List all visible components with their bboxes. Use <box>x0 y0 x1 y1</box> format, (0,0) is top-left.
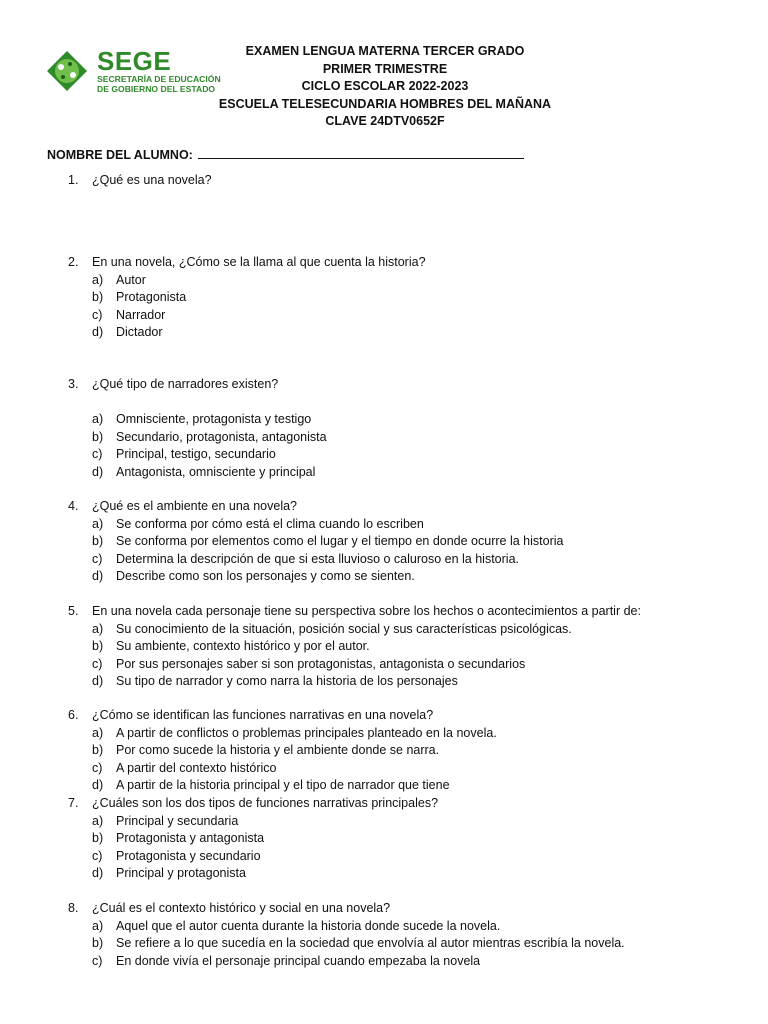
option-text: Describe como son los personajes y como se sienten. <box>116 569 415 583</box>
option-letter: a) <box>92 621 104 636</box>
option-letter: d) <box>92 464 104 479</box>
option-d[interactable] <box>92 865 438 883</box>
option-text: Por como sucede la historia y el ambiente donde se narra. <box>116 743 440 757</box>
option-letter: d) <box>92 778 104 792</box>
student-name-label: NOMBRE DEL ALUMNO: <box>47 148 193 162</box>
option-text: Por sus personajes saber si son protagonistas, antagonista o secundarios <box>116 656 526 671</box>
option-text: Su conocimiento de la situación, posición social y sus características psicológicas. <box>116 621 572 636</box>
option-letter: d) <box>92 674 104 688</box>
question-number: 4. <box>68 499 79 513</box>
option-b[interactable] <box>92 638 641 656</box>
option-letter: a) <box>92 412 104 426</box>
question-5 <box>68 603 641 691</box>
option-d[interactable] <box>92 777 497 795</box>
option-letter: c) <box>92 307 103 322</box>
option-text: Principal, testigo, secundario <box>116 447 276 461</box>
option-d[interactable] <box>92 324 426 342</box>
option-text: Autor <box>116 272 146 287</box>
question-2 <box>68 254 426 342</box>
option-letter: a) <box>92 725 104 740</box>
question-text: ¿Qué es el ambiente en una novela? <box>92 499 297 513</box>
option-c[interactable] <box>92 656 641 674</box>
question-number: 7. <box>68 796 79 810</box>
question-text: En una novela cada personaje tiene su perspectiva sobre los hechos o acontecimientos a partir de: <box>92 604 641 618</box>
option-text: A partir de conflictos o problemas principales planteado en la novela. <box>116 725 497 740</box>
option-b[interactable] <box>92 830 438 848</box>
question-number: 6. <box>68 708 79 722</box>
option-a[interactable] <box>92 516 563 534</box>
header-school: ESCUELA TELESECUNDARIA HOMBRES DEL MAÑANA <box>218 96 552 111</box>
sege-logo <box>45 48 221 94</box>
logo-subtitle-line2: DE GOBIERNO DEL ESTADO <box>97 84 216 94</box>
option-c[interactable] <box>92 848 438 866</box>
option-b[interactable] <box>92 935 625 953</box>
question-text: ¿Cuáles son los dos tipos de funciones narrativas principales? <box>92 796 439 810</box>
option-c[interactable] <box>92 551 563 569</box>
option-text: A partir del contexto histórico <box>116 760 277 775</box>
option-text: Se conforma por elementos como el lugar y el tiempo en donde ocurre la historia <box>116 534 564 548</box>
question-8 <box>68 900 625 970</box>
option-letter: a) <box>92 516 104 531</box>
option-text: Se refiere a lo que sucedía en la sociedad que envolvía al autor mientras escribía la novela. <box>116 936 625 950</box>
option-text: Aquel que el autor cuenta durante la historia donde sucede la novela. <box>116 918 501 933</box>
option-c[interactable] <box>92 446 327 464</box>
option-letter: c) <box>92 551 103 566</box>
option-text: Narrador <box>116 307 166 322</box>
question-number: 8. <box>68 901 79 915</box>
option-text: Protagonista y secundario <box>116 848 261 863</box>
option-letter: b) <box>92 936 104 950</box>
option-text: Protagonista y antagonista <box>116 831 265 845</box>
option-letter: a) <box>92 813 104 828</box>
option-a[interactable] <box>92 621 641 639</box>
option-letter: a) <box>92 918 104 933</box>
question-text: ¿Cuál es el contexto histórico y social en una novela? <box>92 901 391 915</box>
option-letter: b) <box>92 639 104 653</box>
option-c[interactable] <box>92 760 497 778</box>
option-letter: b) <box>92 534 104 548</box>
question-number: 1. <box>68 173 79 187</box>
option-letter: d) <box>92 325 104 339</box>
question-text: ¿Cómo se identifican las funciones narrativas en una novela? <box>92 708 434 722</box>
question-number: 3. <box>68 377 79 391</box>
option-c[interactable] <box>92 953 625 971</box>
option-a[interactable] <box>92 411 327 429</box>
question-4 <box>68 498 563 586</box>
option-text: Protagonista <box>116 290 187 304</box>
option-text: Principal y protagonista <box>116 866 246 880</box>
option-letter: d) <box>92 866 104 880</box>
option-letter: d) <box>92 569 104 583</box>
option-d[interactable] <box>92 464 327 482</box>
option-text: A partir de la historia principal y el tipo de narrador que tiene <box>116 778 450 792</box>
logo-name: SEGE <box>97 46 172 76</box>
option-text: Dictador <box>116 325 163 339</box>
option-b[interactable] <box>92 533 563 551</box>
question-6 <box>68 707 497 795</box>
option-letter: c) <box>92 656 103 671</box>
option-letter: b) <box>92 290 104 304</box>
question-text: ¿Qué es una novela? <box>92 173 212 187</box>
student-name-blank[interactable] <box>198 146 524 159</box>
option-letter: a) <box>92 272 104 287</box>
option-letter: b) <box>92 429 104 444</box>
question-3 <box>68 376 327 481</box>
option-a[interactable] <box>92 725 497 743</box>
option-letter: b) <box>92 831 104 845</box>
option-a[interactable] <box>92 813 438 831</box>
option-text: Su ambiente, contexto histórico y por el autor. <box>116 639 370 653</box>
question-7 <box>68 795 438 883</box>
option-text: Secundario, protagonista, antagonista <box>116 429 327 444</box>
option-a[interactable] <box>92 918 625 936</box>
header-key: CLAVE 24DTV0652F <box>325 114 445 128</box>
option-letter: c) <box>92 447 103 461</box>
question-text: En una novela, ¿Cómo se la llama al que cuenta la historia? <box>92 255 426 269</box>
logo-subtitle-line1: SECRETARÍA DE EDUCACIÓN <box>97 74 221 84</box>
option-text: Antagonista, omnisciente y principal <box>116 464 316 479</box>
option-text: Se conforma por cómo está el clima cuando lo escriben <box>116 516 424 531</box>
option-letter: c) <box>92 760 103 775</box>
sege-emblem-icon <box>45 49 89 93</box>
question-number: 5. <box>68 604 79 618</box>
option-letter: c) <box>92 848 103 863</box>
option-c[interactable] <box>92 307 426 325</box>
option-a[interactable] <box>92 272 426 290</box>
option-text: Determina la descripción de que si esta lluvioso o caluroso en la historia. <box>116 551 519 566</box>
option-text: Omnisciente, protagonista y testigo <box>116 412 312 426</box>
option-text: En donde vivía el personaje principal cuando empezaba la novela <box>116 953 481 968</box>
option-b[interactable] <box>92 429 327 447</box>
option-letter: b) <box>92 743 104 757</box>
question-1 <box>68 172 212 190</box>
header-cycle: CICLO ESCOLAR 2022-2023 <box>301 79 469 93</box>
option-text: Su tipo de narrador y como narra la historia de los personajes <box>116 674 458 688</box>
question-number: 2. <box>68 255 79 269</box>
option-b[interactable] <box>92 742 497 760</box>
question-text: ¿Qué tipo de narradores existen? <box>92 377 279 391</box>
option-d[interactable] <box>92 673 641 691</box>
header-term: PRIMER TRIMESTRE <box>322 61 448 76</box>
option-text: Principal y secundaria <box>116 813 239 828</box>
option-b[interactable] <box>92 289 426 307</box>
exam-header <box>200 43 570 131</box>
option-d[interactable] <box>92 568 563 586</box>
option-letter: c) <box>92 953 103 968</box>
student-name-row <box>47 146 524 162</box>
header-title: EXAMEN LENGUA MATERNA TERCER GRADO <box>245 44 525 58</box>
